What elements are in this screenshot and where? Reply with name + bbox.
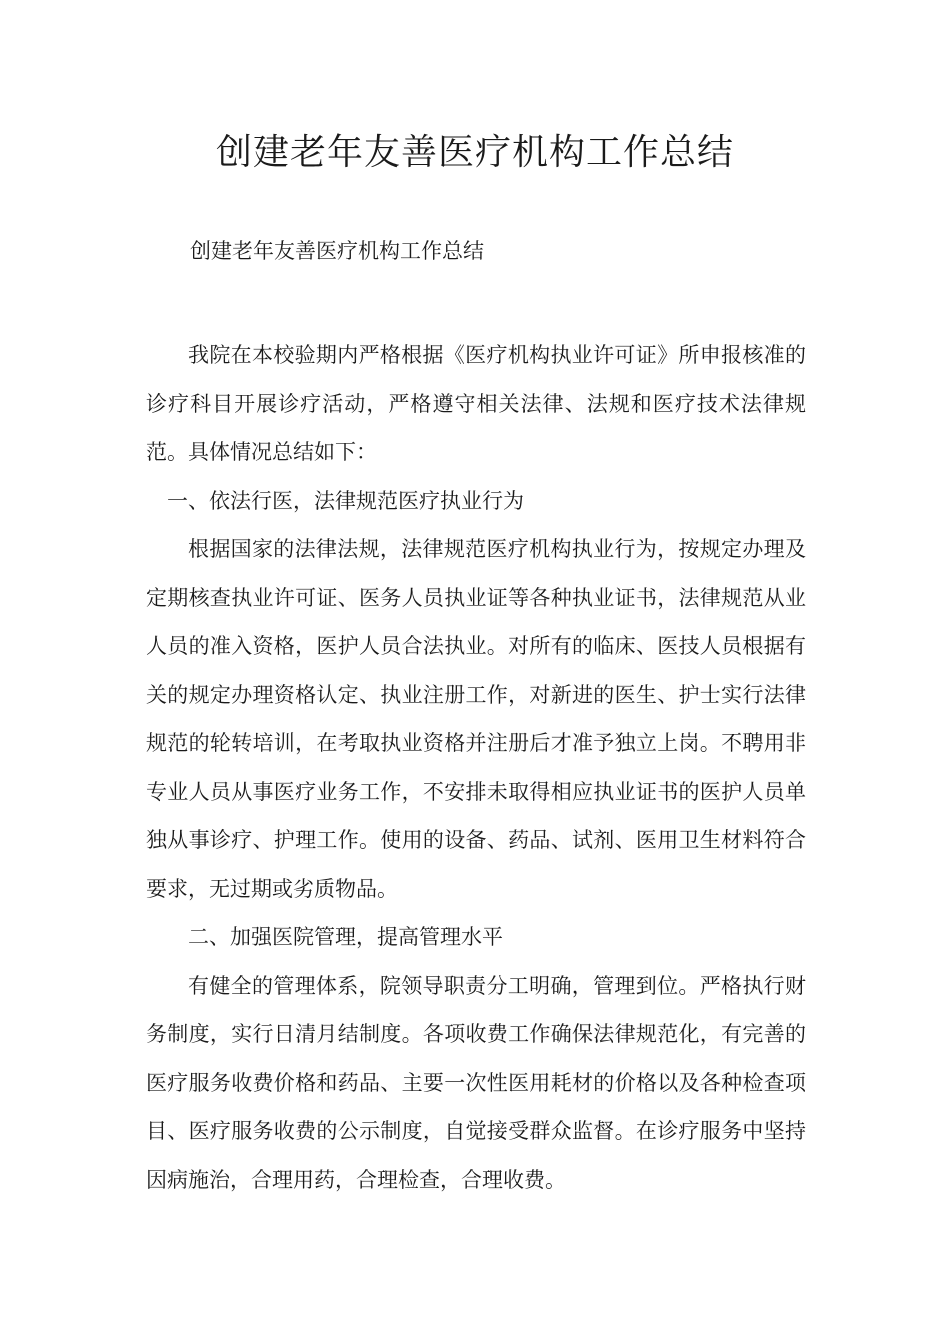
section-1-paragraph: 根据国家的法律法规，法律规范医疗机构执业行为，按规定办理及定期核查执业许可证、医务人员执业证等各种执业证书，法律规范从业人员的准入资格，医护人员合法执业。对所有的临床、医技人员根据有关的规定办理资格认定、执业注册工作，对新进的医生、护士实行法律规范的轮转培训，在考取执业资格并注册后才准予独立上岗。不聘用非专业人员从事医疗业务工作，不安排未取得相应执业证书的医护人员单独从事诊疗、护理工作。使用的设备、药品、试剂、医用卫生材料符合要求，无过期或劣质物品。	[146, 537, 806, 901]
document-title: 创建老年友善医疗机构工作总结	[215, 132, 734, 173]
intro-paragraph: 我院在本校验期内严格根据《医疗机构执业许可证》所申报核准的诊疗科目开展诊疗活动，严格遵守相关法律、法规和医疗技术法律规范。具体情况总结如下：	[146, 343, 806, 464]
document-body	[146, 331, 806, 1204]
section-2-heading: 二、加强医院管理，提高管理水平	[188, 925, 503, 949]
section-1-heading: 一、依法行医，法律规范医疗执业行为	[167, 488, 524, 513]
document-subtitle: 创建老年友善医疗机构工作总结	[190, 239, 484, 263]
section-2-paragraph: 有健全的管理体系，院领导职责分工明确，管理到位。严格执行财务制度，实行日清月结制度。各项收费工作确保法律规范化，有完善的医疗服务收费价格和药品、主要一次性医用耗材的价格以及各种检查项目、医疗服务收费的公示制度，自觉接受群众监督。在诊疗服务中坚持因病施治，合理用药，合理检查，合理收费。	[146, 973, 806, 1192]
